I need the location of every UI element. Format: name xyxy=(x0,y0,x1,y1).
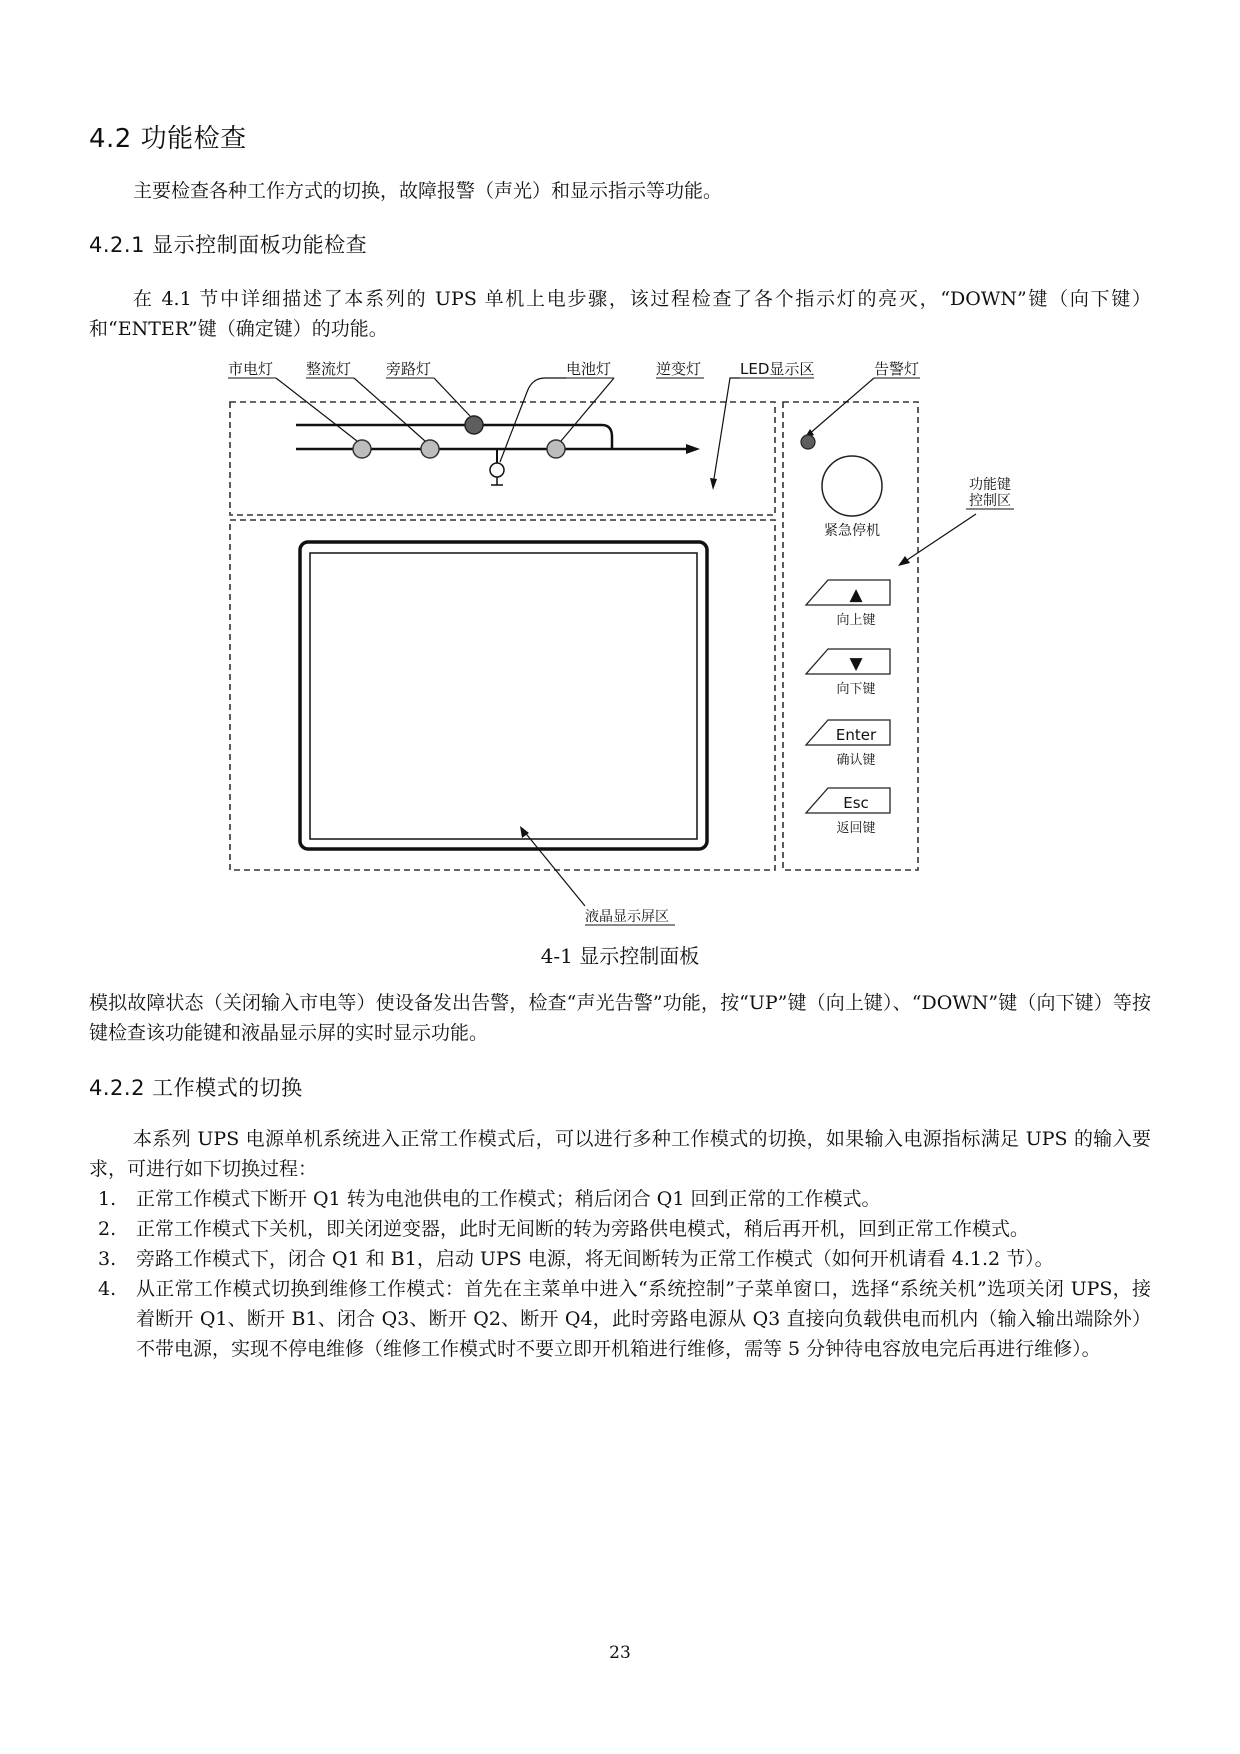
figure-caption: 4-1 显示控制面板 xyxy=(540,944,700,968)
list-item: 3. 旁路工作模式下，闭合 Q1 和 B1，启动 UPS 电源，将无间断转为正常工作模式（如何开机请看 4.1.2 节）。 xyxy=(98,1248,1054,1270)
down-key-label: 向下键 xyxy=(836,682,876,697)
key-up-button[interactable] xyxy=(806,580,890,628)
battery-lamp-label: 电池灯 xyxy=(566,360,612,378)
key-enter-button[interactable] xyxy=(806,720,890,768)
mains-lamp-label: 市电灯 xyxy=(228,360,274,378)
key-down-button[interactable] xyxy=(806,649,890,697)
lcd-area-label: 液晶显示屏区 xyxy=(585,909,669,925)
esc-key-symbol: Esc xyxy=(843,794,869,812)
subsection-title-4-2-1: 4.2.1 显示控制面板功能检查 xyxy=(89,233,368,257)
rectifier-lamp-led xyxy=(421,440,439,458)
subsection-4-2-2-paragraph: 本系列 UPS 电源单机系统进入正常工作模式后，可以进行多种工作模式的切换，如果输入电源指标满足 UPS 的输入要求，可进行如下切换过程： xyxy=(89,1128,1151,1180)
rectifier-lamp-label: 整流灯 xyxy=(306,360,352,378)
lcd-area-frame xyxy=(230,520,775,870)
enter-key-symbol: Enter xyxy=(835,726,877,744)
page-number: 23 xyxy=(609,1643,631,1663)
alarm-lamp-label: 告警灯 xyxy=(874,360,920,378)
function-key-area-label-line1: 功能键 xyxy=(969,477,1011,493)
up-key-symbol: ▲ xyxy=(849,585,863,605)
list-item: 1. 正常工作模式下断开 Q1 转为电池供电的工作模式；稍后闭合 Q1 回到正常的工作模式。 xyxy=(98,1188,881,1210)
function-key-area-label-line2: 控制区 xyxy=(969,493,1011,509)
up-key-label: 向上键 xyxy=(836,613,876,628)
list-item: 2. 正常工作模式下关机，即关闭逆变器，此时无间断的转为旁路供电模式，稍后再开机，回到正常工作模式。 xyxy=(98,1218,1030,1240)
subsection-4-2-1-paragraph: 在 4.1 节中详细描述了本系列的 UPS 单机上电步骤，该过程检查了各个指示灯的亮灭，“DOWN”键（向下键）和“ENTER”键（确定键）的功能。 xyxy=(89,288,1151,340)
esc-key-label: 返回键 xyxy=(836,821,876,836)
section-intro: 主要检查各种工作方式的切换，故障报警（声光）和显示指示等功能。 xyxy=(133,180,723,202)
key-esc-button[interactable] xyxy=(806,788,890,836)
emergency-stop-label: 紧急停机 xyxy=(824,523,880,539)
list-item: 4. 从正常工作模式切换到维修工作模式：首先在主菜单中进入“系统控制”子菜单窗口，选择“系统关机”选项关闭 UPS，接着断开 Q1、断开 B1、闭合 Q3、断开 Q2、断开 Q4，此时旁路电源从 Q3 直接向负载供电而机内（输入输出端除外）不带电源，实现不停电维修（维修工作模式时不要立即开机箱进行维修，需等 5 分钟待电容放电完后再进行维修）。 xyxy=(98,1278,1151,1360)
enter-key-label: 确认键 xyxy=(836,753,876,768)
subsection-title-4-2-2: 4.2.2 工作模式的切换 xyxy=(89,1076,303,1100)
alarm-lamp-led xyxy=(801,435,815,449)
section-title: 4.2 功能检查 xyxy=(89,124,247,154)
lcd-screen-outer xyxy=(300,542,707,849)
paragraph-after-figure: 模拟故障状态（关闭输入市电等）使设备发出告警，检查“声光告警”功能，按“UP”键（向上键）、“DOWN”键（向下键）等按键检查该功能键和液晶显示屏的实时显示功能。 xyxy=(89,992,1151,1044)
emergency-stop-button[interactable] xyxy=(822,456,882,516)
inverter-lamp-led xyxy=(547,440,565,458)
lcd-screen-inner xyxy=(310,553,697,839)
bypass-lamp-led xyxy=(465,416,483,434)
mains-lamp-led xyxy=(353,440,371,458)
mode-switch-list xyxy=(96,1184,1151,1364)
down-key-symbol: ▼ xyxy=(849,654,863,674)
bypass-lamp-label: 旁路灯 xyxy=(386,360,432,378)
led-area-frame xyxy=(230,402,775,515)
inverter-lamp-label: 逆变灯 xyxy=(656,360,702,378)
led-area-label: LED显示区 xyxy=(740,360,815,378)
